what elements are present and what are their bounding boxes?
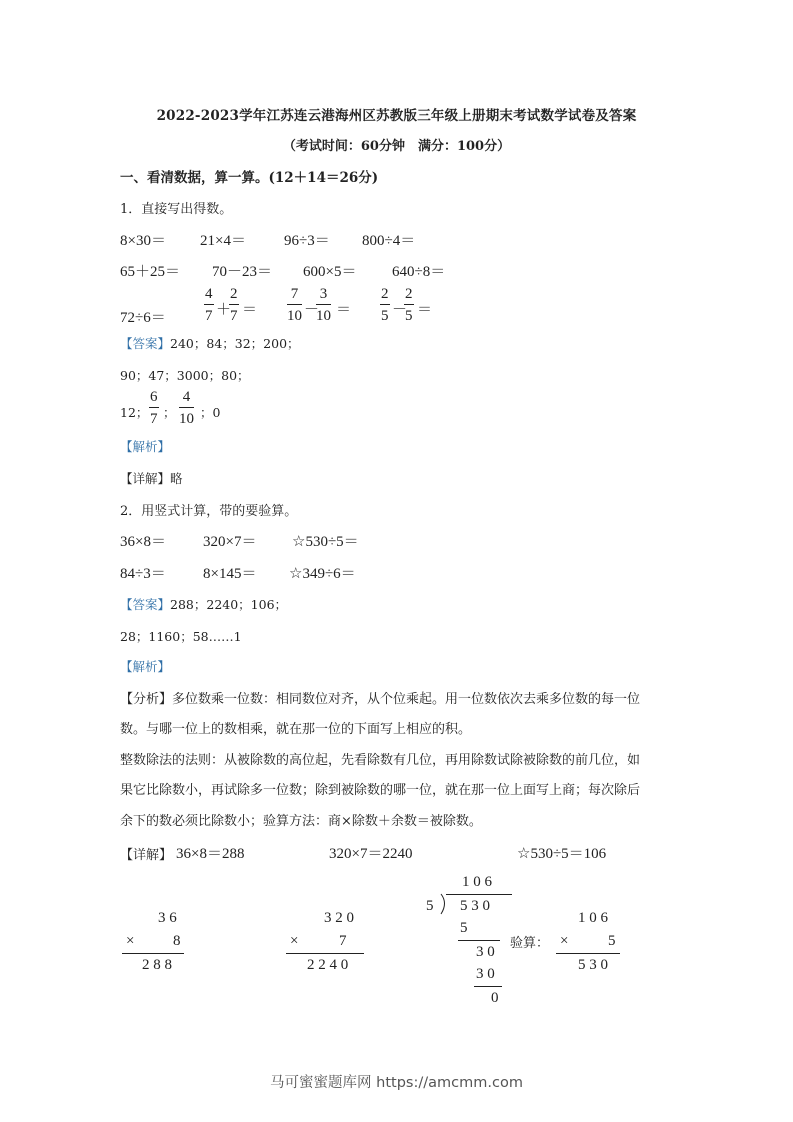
answer-line: ；0 [200, 405, 221, 420]
rule-line: 整数除法的法则：从被除数的高位起，先看除数有几位，再用除数试除被除数的前几位，如 [120, 753, 641, 768]
section-heading: 一、看清数据，算一算。(12＋14＝26分) [120, 170, 379, 186]
multiplier: 5 [608, 933, 616, 949]
multiplicand: 3 2 0 [324, 910, 354, 926]
page-title: 2022-2023学年江苏连云港海州区苏教版三年级上册期末考试数学试卷及答案 [156, 108, 637, 124]
numerator: 2 [404, 287, 414, 305]
fraction [380, 287, 390, 324]
product: 2 2 4 0 [307, 957, 349, 973]
analysis-tag: 【解析】 [120, 439, 171, 454]
denominator: 10 [287, 308, 302, 324]
detail-block [120, 469, 183, 487]
quotient: 1 0 6 [462, 874, 492, 890]
times-sign: × [126, 933, 135, 949]
numerator: 2 [229, 287, 239, 305]
rule-line: 余下的数必须比除数小；验算方法：商×除数＋余数＝被除数。 [120, 814, 482, 829]
denominator: 5 [381, 308, 389, 324]
analysis-line: 数。与哪一位上的数相乘，就在那一位的下面写上相应的积。 [120, 722, 472, 737]
q1-r3-c1: 72÷6＝ [120, 310, 166, 326]
remainder-step: 3 0 [476, 944, 495, 960]
q2-r1-c3: ☆530÷5＝ [292, 534, 359, 550]
fraction [229, 287, 239, 324]
calc-rule [286, 953, 364, 954]
footer-watermark: 马可蜜蜜题库网 https://amcmm.com [270, 1075, 523, 1091]
calc-rule [556, 953, 620, 954]
answer-block-2 [120, 595, 287, 613]
answer-line: 90；47；3000；80； [120, 368, 250, 383]
denominator: 7 [150, 411, 158, 427]
q2-r2-c1: 84÷3＝ [120, 566, 166, 582]
detail-text: 略 [170, 471, 183, 486]
denominator: 7 [230, 308, 238, 324]
product: 5 3 0 [578, 957, 608, 973]
q1-r1-c3: 96÷3＝ [284, 233, 330, 249]
answer-fraction [149, 390, 159, 427]
answer-tag: 【答案】 [120, 336, 171, 351]
operator: ＋ [216, 302, 232, 318]
multiplicand: 3 6 [158, 910, 177, 926]
final-remainder: 0 [491, 990, 499, 1006]
numerator: 4 [179, 390, 194, 408]
q1-r1-c1: 8×30＝ [120, 233, 166, 249]
detail-equation: ☆530÷5＝106 [517, 846, 607, 862]
answer-text: 288；2240；106； [170, 597, 288, 612]
q1-r1-c2: 21×4＝ [200, 233, 246, 249]
divisor: 5 [426, 898, 434, 914]
separator: ； [163, 405, 176, 420]
product: 2 8 8 [142, 957, 172, 973]
rule-line: 果它比除数小，再试除多一位数；除到被除数的哪一位，就在那一位上面写上商；每次除后 [120, 783, 641, 798]
equals-sign: ＝ [417, 302, 433, 318]
division-rule [458, 940, 500, 941]
q2-r2-c3: ☆349÷6＝ [289, 566, 356, 582]
fenxi-tag: 【分析】 [120, 692, 173, 707]
q2-label: 2．用竖式计算，带的要验算。 [120, 504, 298, 519]
check-label: 验算： [510, 936, 550, 951]
division-rule [474, 986, 502, 987]
equals-sign: ＝ [242, 302, 258, 318]
answer-tag: 【答案】 [120, 597, 171, 612]
fenxi-text: 多位数乘一位数：相同数位对齐，从个位乘起。用一位数依次去乘多位数的每一位 [172, 692, 641, 707]
denominator: 10 [179, 411, 194, 427]
numerator: 6 [149, 390, 159, 408]
page-subtitle: （考试时间：60分钟 满分：100分） [282, 139, 511, 154]
analysis-line [120, 688, 640, 707]
subtrahend: 5 [460, 920, 468, 936]
times-sign: × [290, 933, 299, 949]
numerator: 3 [316, 287, 331, 305]
calc-rule [122, 953, 184, 954]
answer-line: 28；1160；58……1 [120, 629, 242, 644]
detail-equation: 320×7＝2240 [329, 846, 413, 862]
analysis-tag: 【解析】 [120, 659, 171, 674]
q1-r2-c1: 65＋25＝ [120, 264, 181, 280]
fraction [404, 287, 414, 324]
numerator: 7 [287, 287, 302, 305]
subtrahend: 3 0 [476, 966, 495, 982]
q1-r2-c4: 640÷8＝ [392, 264, 446, 280]
division-bar [446, 894, 512, 895]
fraction [204, 287, 214, 324]
answer-fraction [179, 390, 194, 427]
denominator: 7 [205, 308, 213, 324]
denominator: 10 [316, 308, 331, 324]
multiplier: 8 [173, 933, 181, 949]
detail-equation: 36×8＝288 [176, 846, 245, 862]
dividend: 5 3 0 [460, 898, 490, 914]
division-bracket-icon [439, 893, 451, 915]
fraction [316, 287, 331, 324]
q1-label: 1．直接写出得数。 [120, 202, 233, 217]
equals-sign: ＝ [336, 302, 352, 318]
numerator: 4 [204, 287, 214, 305]
operator: － [392, 302, 408, 318]
q1-r1-c4: 800÷4＝ [362, 233, 416, 249]
fraction [287, 287, 302, 324]
multiplicand: 1 0 6 [578, 910, 608, 926]
q1-r2-c2: 70－23＝ [212, 264, 273, 280]
q1-r2-c3: 600×5＝ [303, 264, 357, 280]
detail-tag: 【详解】 [120, 848, 173, 863]
detail-tag: 【详解】 [120, 471, 171, 486]
q2-r1-c2: 320×7＝ [203, 534, 257, 550]
multiplier: 7 [339, 933, 347, 949]
answer-block-1 [120, 334, 300, 352]
q2-r2-c2: 8×145＝ [203, 566, 257, 582]
answer-line: 12； [120, 405, 149, 420]
q2-r1-c1: 36×8＝ [120, 534, 166, 550]
numerator: 2 [380, 287, 390, 305]
times-sign: × [560, 933, 569, 949]
answer-text: 240；84；32；200； [170, 336, 300, 351]
denominator: 5 [405, 308, 413, 324]
operator: － [304, 302, 320, 318]
